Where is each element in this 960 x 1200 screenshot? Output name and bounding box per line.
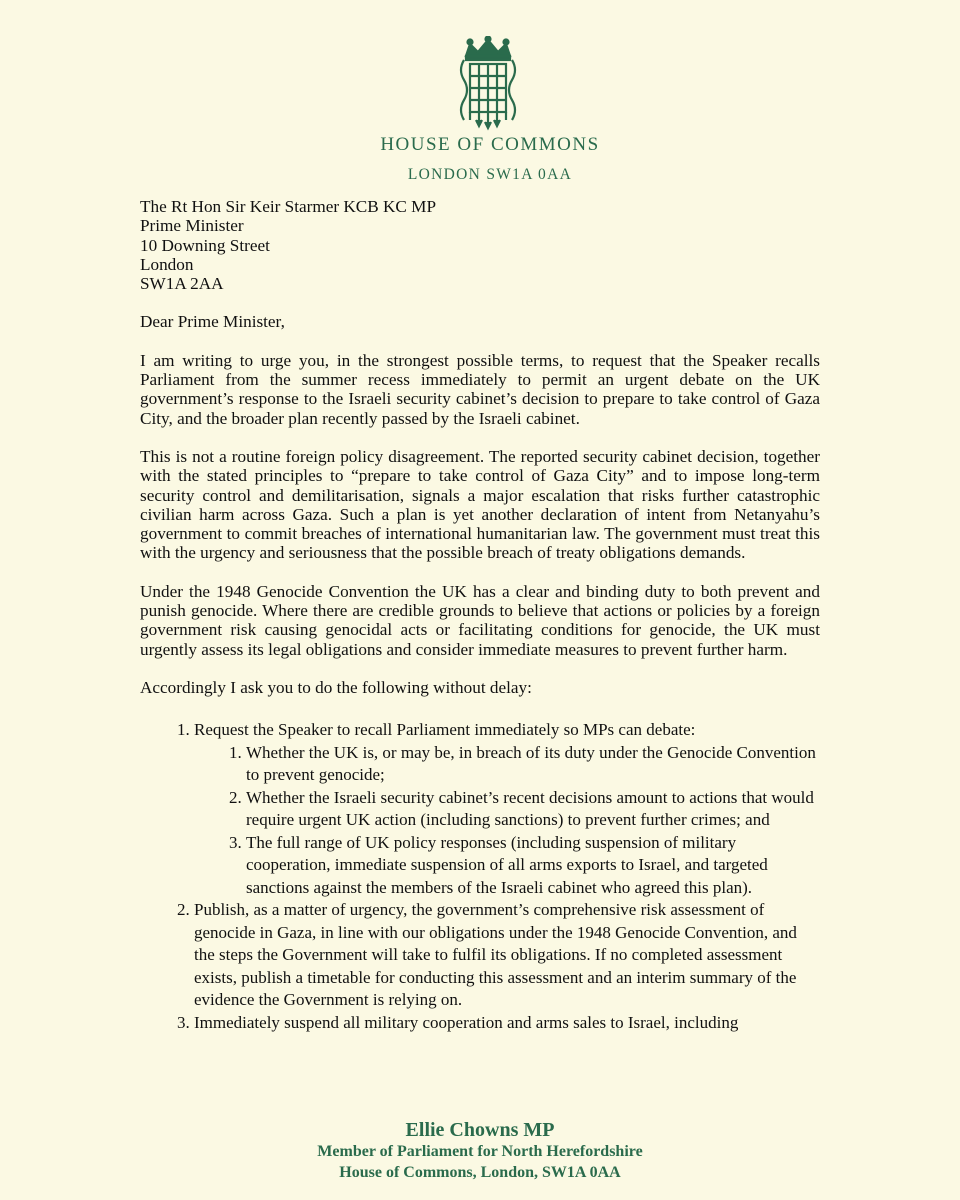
recipient-title: Prime Minister	[140, 216, 244, 236]
paragraph-recall-request: I am writing to urge you, in the strongest possible terms, to request that the Speaker recalls Parliament from the summer recess immediately to permit an urgent debate on the UK government’s response to the Israeli security cabinet’s decision to prepare to take control of Gaza City, and the broader plan recently passed by the Israeli cabinet.	[140, 350, 820, 428]
request-text: Request the Speaker to recall Parliament immediately so MPs can debate:	[194, 720, 696, 740]
footer-mp-name: Ellie Chowns MP	[405, 1119, 555, 1141]
request-item	[194, 1012, 820, 1035]
paragraph-escalation: This is not a routine foreign policy disagreement. The reported security cabinet decision, together with the stated principles to “prepare to take control of Gaza City” and to impose long-term security control and demilitarisation, signals a major escalation that risks further catastrophic civilian harm across Gaza. Such a plan is yet another declaration of intent from Netanyahu’s government to commit breaches of international humanitarian law. The government must treat this with the urgency and seriousness that the possible breach of treaty obligations demands.	[140, 446, 820, 563]
request-text: Immediately suspend all military cooperation and arms sales to Israel, including	[194, 1012, 739, 1032]
debate-topic-item: 3. The full range of UK policy responses (including suspension of military cooperation, immediate suspension of all arms exports to Israel, and targeted sanctions against the members of the Israeli cabinet who agreed this plan).	[246, 832, 820, 900]
footer-constituency: Member of Parliament for North Herefordshire	[317, 1143, 643, 1160]
debate-topic-item: 1. Whether the UK is, or may be, in breach of its duty under the Genocide Convention to prevent genocide;	[246, 742, 820, 787]
requests-list	[140, 719, 820, 1034]
paragraph-actions-intro: Accordingly I ask you to do the following without delay:	[140, 677, 532, 697]
request-item	[194, 899, 820, 1012]
request-text: Publish, as a matter of urgency, the government’s comprehensive risk assessment of genocide in Gaza, in line with our obligations under the 1948 Genocide Convention, and the steps the Government will take to fulfil its obligations. If no completed assessment exists, publish a timetable for conducting this assessment and an interim summary of the evidence the Government is relying on.	[194, 900, 797, 1010]
recipient-name: The Rt Hon Sir Keir Starmer KCB KC MP	[140, 197, 436, 216]
recipient-street: 10 Downing Street	[140, 235, 270, 255]
letterhead-title: HOUSE OF COMMONS	[380, 134, 600, 155]
recipient-city: London	[140, 254, 194, 274]
letter-body	[140, 197, 820, 1034]
letterhead-address: LONDON SW1A 0AA	[407, 166, 573, 183]
paragraph-genocide-convention: Under the 1948 Genocide Convention the UK has a clear and binding duty to both prevent and punish genocide. Where there are credible grounds to believe that actions or policies by a foreign government risk causing genocidal acts or facilitating conditions for genocide, the UK must urgently assess its legal obligations and consider immediate measures to prevent further harm.	[140, 581, 820, 659]
salutation: Dear Prime Minister,	[140, 312, 285, 332]
portcullis-crest-icon	[456, 36, 520, 132]
footer-address: House of Commons, London, SW1A 0AA	[339, 1164, 621, 1181]
recipient-postcode: SW1A 2AA	[140, 274, 224, 294]
debate-topics-list	[194, 742, 820, 900]
recipient-address	[140, 197, 820, 293]
request-item	[194, 719, 820, 899]
debate-topic-item: 2. Whether the Israeli security cabinet’s recent decisions amount to actions that would require urgent UK action (including sanctions) to prevent further crimes; and	[246, 787, 820, 832]
